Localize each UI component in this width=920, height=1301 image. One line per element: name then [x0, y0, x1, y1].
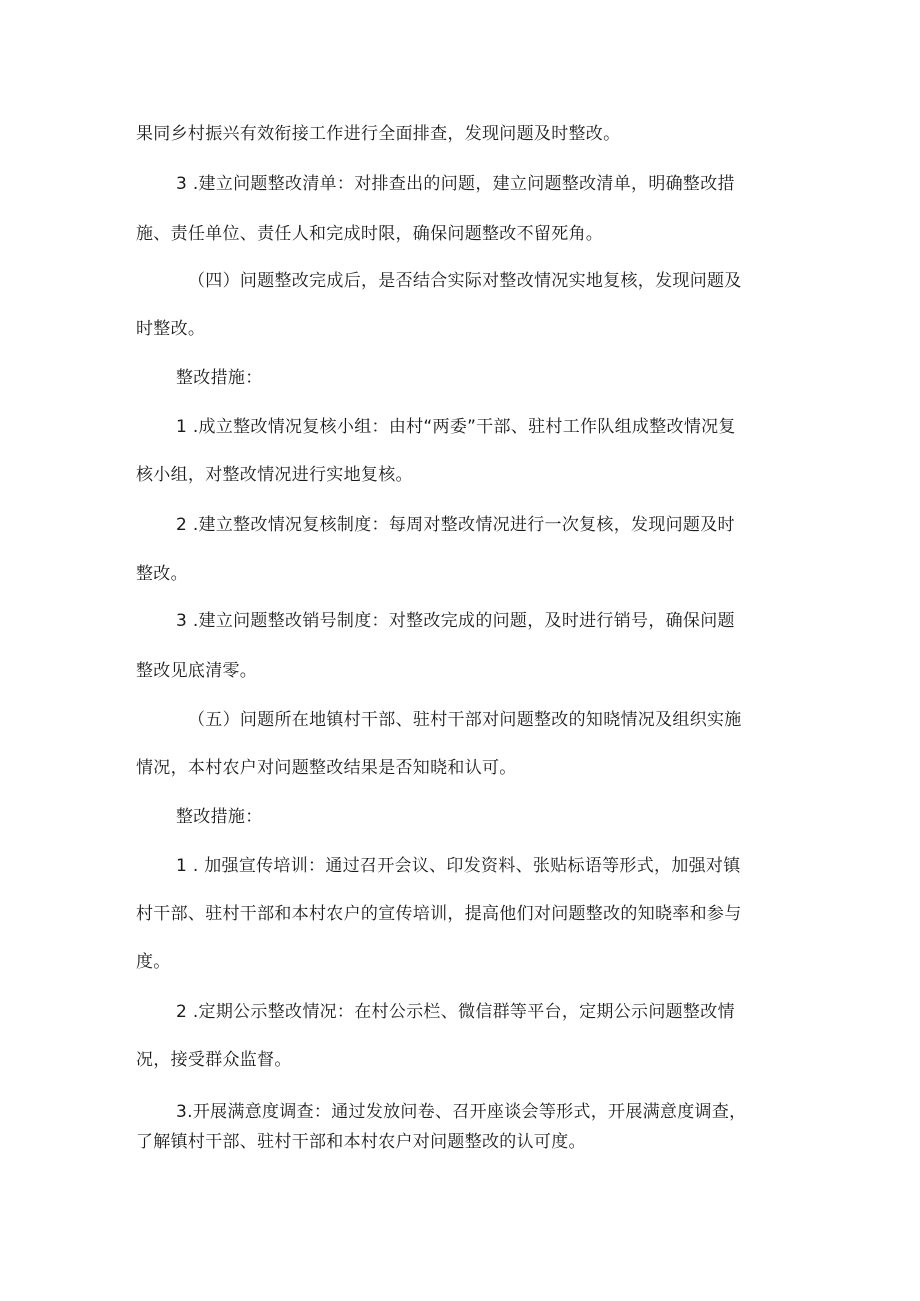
text-line: 了解镇村干部、驻村干部和本村农户对问题整改的认可度。	[136, 1132, 586, 1152]
text-line: 1 .成立整改情况复核小组：由村“两委”干部、驻村工作队组成整改情况复	[176, 417, 736, 437]
text-line: 3 .建立问题整改销号制度：对整改完成的问题，及时进行销号，确保问题	[176, 611, 735, 631]
text-line: 情况，本村农户对问题整改结果是否知晓和认可。	[136, 758, 517, 778]
text-line: 整改措施：	[176, 807, 263, 827]
text-line: 3 .建立问题整改清单：对排查出的问题，建立问题整改清单，明确整改措	[176, 174, 735, 194]
text-line: 施、责任单位、责任人和完成时限，确保问题整改不留死角。	[136, 224, 604, 244]
text-line: 核小组，对整改情况进行实地复核。	[136, 465, 413, 485]
text-line: 度。	[136, 952, 171, 972]
text-line: 村干部、驻村干部和本村农户的宣传培训，提高他们对问题整改的知晓率和参与	[136, 904, 742, 924]
text-line: （五）问题所在地镇村干部、驻村干部对问题整改的知晓情况及组织实施	[188, 710, 742, 730]
text-line: （四）问题整改完成后，是否结合实际对整改情况实地复核，发现问题及	[188, 271, 742, 291]
text-line: 2 .定期公示整改情况：在村公示栏、微信群等平台，定期公示问题整改情	[176, 1002, 735, 1022]
text-line: 况，接受群众监督。	[136, 1050, 292, 1070]
text-line: 2 .建立整改情况复核制度：每周对整改情况进行一次复核，发现问题及时	[176, 515, 735, 535]
text-line: 果同乡村振兴有效衔接工作进行全面排查，发现问题及时整改。	[136, 124, 621, 144]
text-line: 时整改。	[136, 319, 206, 339]
text-line: 整改见底清零。	[136, 661, 258, 681]
text-line: 3.开展满意度调查：通过发放问卷、召开座谈会等形式，开展满意度调查，	[176, 1102, 747, 1122]
text-line: 整改措施：	[176, 368, 263, 388]
text-line: 整改。	[136, 564, 188, 584]
text-line: 1 . 加强宣传培训：通过召开会议、印发资料、张贴标语等形式，加强对镇	[176, 856, 741, 876]
